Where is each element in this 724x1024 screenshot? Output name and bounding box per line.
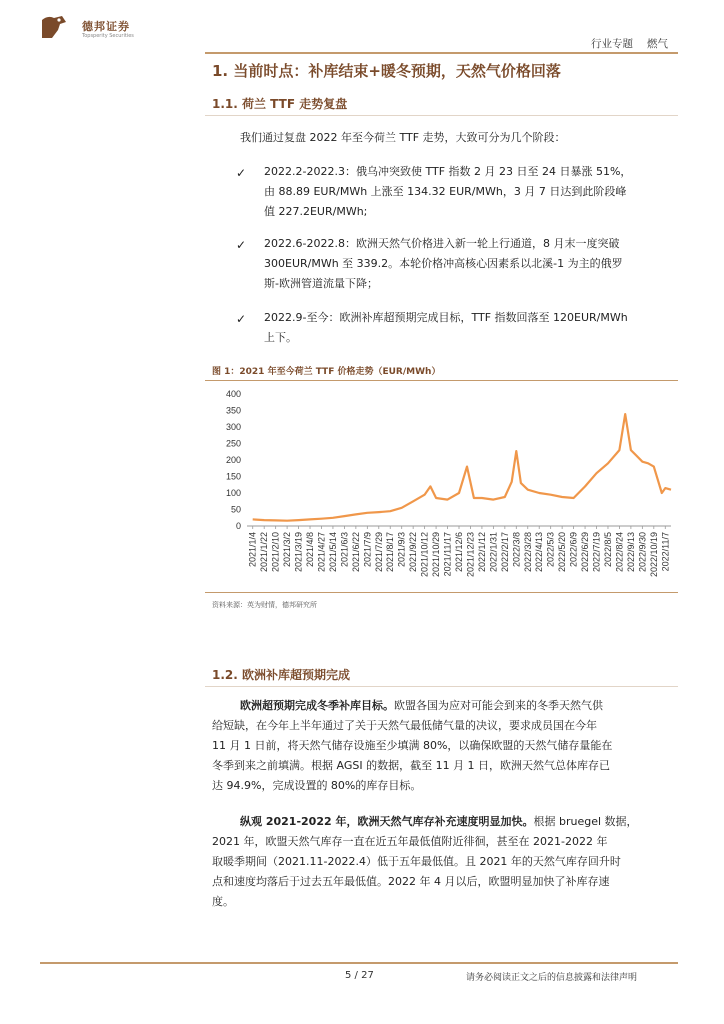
y-tick-label: 250	[225, 438, 241, 449]
x-tick-label: 2021/6/22	[350, 532, 361, 573]
section-title: 1. 当前时点：补库结束+暖冬预期，天然气价格回落	[212, 62, 561, 80]
brand-name-en: Topsperity Securities	[82, 33, 134, 39]
y-tick-label: 200	[225, 455, 241, 465]
x-tick-label: 2022/3/28	[522, 532, 533, 573]
paragraph-storage-speed: 纵观 2021-2022 年，欧洲天然气库存补充速度明显加快。根据 bruegel 数据， 2021 年，欧盟天然气库存一直在近五年最低值附近徘徊，甚至在 2021-2022 年 取暖季期间（2021.11-2022.4）低于五年最低值。且 2021 年的天然气库存回升时 点和速度均落后于过去五年最低值。2022 年 4 月以后，欧盟明显加快了补库存速 度。	[212, 815, 638, 908]
y-tick-label: 150	[225, 471, 241, 482]
x-tick-label: 2021/6/3	[339, 532, 350, 568]
x-tick-label: 2022/9/13	[625, 532, 636, 573]
y-tick-label: 350	[225, 405, 241, 416]
brand-logo-icon	[40, 14, 68, 40]
x-tick-label: 2021/1/4	[247, 532, 258, 568]
figure-title: 图 1：2021 年至今荷兰 TTF 价格走势（EUR/MWh）	[212, 367, 441, 377]
x-tick-label: 2021/3/19	[293, 532, 304, 573]
x-tick-label: 2021/3/2	[282, 532, 293, 568]
x-tick-label: 2021/1/22	[259, 532, 270, 573]
ttf-price-chart	[205, 384, 678, 590]
category-label: 行业专题	[591, 38, 633, 50]
figure-source: 资料来源：英为财情，德邦研究所	[212, 601, 317, 609]
x-tick-label: 2021/12/6	[454, 532, 464, 573]
bullet-2: 2022.6-2022.8：欧洲天然气价格进入新一轮上行通道，8 月末一度突破 300EUR/MWh 至 339.2。本轮价格冲高核心因素系以北溪-1 为主的俄罗 斯-欧洲管道流量下降；	[264, 237, 623, 290]
x-tick-label: 2021/11/17	[442, 532, 453, 577]
x-tick-label: 2022/1/31	[488, 532, 499, 573]
bullet-check-icon: ✓	[236, 312, 247, 326]
x-tick-label: 2022/1/12	[476, 532, 487, 573]
x-tick-label: 2022/11/7	[660, 532, 671, 572]
bullet-1: 2022.2-2022.3：俄乌冲突致使 TTF 指数 2 月 23 日至 24 日暴涨 51%， 由 88.89 EUR/MWh 上涨至 134.32 EUR/MWh，3 月 7 日达到此阶段峰 值 227.2EUR/MWh;	[264, 165, 632, 218]
x-tick-label: 2021/7/29	[373, 532, 384, 573]
x-tick-label: 2021/12/23	[465, 532, 476, 578]
page-number: 5 / 27	[345, 970, 374, 981]
x-tick-label: 2022/3/8	[511, 532, 522, 568]
lead-sentence: 纵观 2021-2022 年，欧洲天然气库存补充速度明显加快。	[240, 815, 534, 828]
x-tick-label: 2022/5/3	[545, 532, 556, 568]
x-tick-label: 2021/8/17	[385, 532, 396, 573]
figure-top-rule	[205, 380, 678, 381]
x-tick-label: 2021/9/22	[408, 532, 419, 573]
x-tick-label: 2022/6/9	[568, 532, 579, 568]
x-tick-label: 2022/7/19	[591, 532, 602, 573]
x-tick-label: 2021/10/29	[431, 532, 442, 578]
x-tick-label: 2021/10/12	[419, 532, 430, 578]
footer-rule	[40, 962, 678, 964]
figure-bottom-rule	[205, 592, 678, 593]
x-tick-label: 2021/7/9	[362, 532, 373, 568]
subsection-title-2: 1.2. 欧洲补库超预期完成	[212, 668, 350, 682]
x-tick-label: 2021/2/10	[270, 532, 281, 573]
x-tick-label: 2022/2/17	[499, 532, 510, 573]
report-category	[591, 36, 668, 51]
subsection-rule	[205, 686, 678, 687]
y-tick-label: 50	[230, 504, 241, 515]
x-tick-label: 2022/8/24	[614, 532, 625, 573]
footer-disclaimer: 请务必阅读正文之后的信息披露和法律声明	[466, 973, 638, 983]
ttf-price-series-line	[253, 414, 671, 521]
y-tick-label: 100	[225, 488, 241, 498]
industry-label: 燃气	[647, 38, 668, 50]
lead-sentence: 欧洲超预期完成冬季补库目标。	[240, 699, 394, 712]
x-tick-label: 2022/6/29	[580, 532, 591, 573]
x-tick-label: 2022/5/20	[557, 532, 568, 573]
x-tick-label: 2021/4/8	[305, 532, 316, 568]
brand-name: 德邦证券	[82, 20, 130, 33]
y-tick-label: 400	[225, 389, 241, 399]
y-tick-label: 0	[235, 521, 241, 531]
header-rule	[205, 52, 678, 54]
bullet-3: 2022.9-至今：欧洲补库超预期完成目标，TTF 指数回落至 120EUR/MWh 上下。	[264, 311, 628, 344]
x-tick-label: 2022/10/19	[648, 532, 659, 578]
y-tick-label: 300	[225, 422, 241, 432]
x-tick-label: 2022/4/13	[534, 532, 545, 573]
x-tick-label: 2022/9/30	[637, 532, 648, 573]
bullet-check-icon: ✓	[236, 238, 247, 252]
intro-paragraph: 我们通过复盘 2022 年至今荷兰 TTF 走势，大致可分为几个阶段：	[240, 131, 566, 144]
x-tick-label: 2022/8/5	[602, 532, 613, 568]
x-tick-label: 2021/9/3	[396, 532, 407, 568]
x-tick-label: 2021/5/14	[327, 532, 338, 573]
paragraph-storage-target: 欧洲超预期完成冬季补库目标。欧盟各国为应对可能会到来的冬季天然气供 给短缺，在今年上半年通过了关于天然气最低储气量的决议，要求成员国在今年 11 月 1 日前，将天然气储存设施至少填满 80%，以确保欧盟的天然气储存量能在 冬季到来之前填满。根据 AGSI 的数据，截至 11 月 1 日，欧洲天然气总体库存已 达 94.9%，完成设置的 80%的库存目标。	[212, 699, 613, 792]
subsection-rule	[205, 115, 678, 116]
bullet-check-icon: ✓	[236, 166, 247, 180]
subsection-title-1: 1.1. 荷兰 TTF 走势复盘	[212, 97, 348, 111]
x-tick-label: 2021/4/27	[316, 532, 327, 573]
